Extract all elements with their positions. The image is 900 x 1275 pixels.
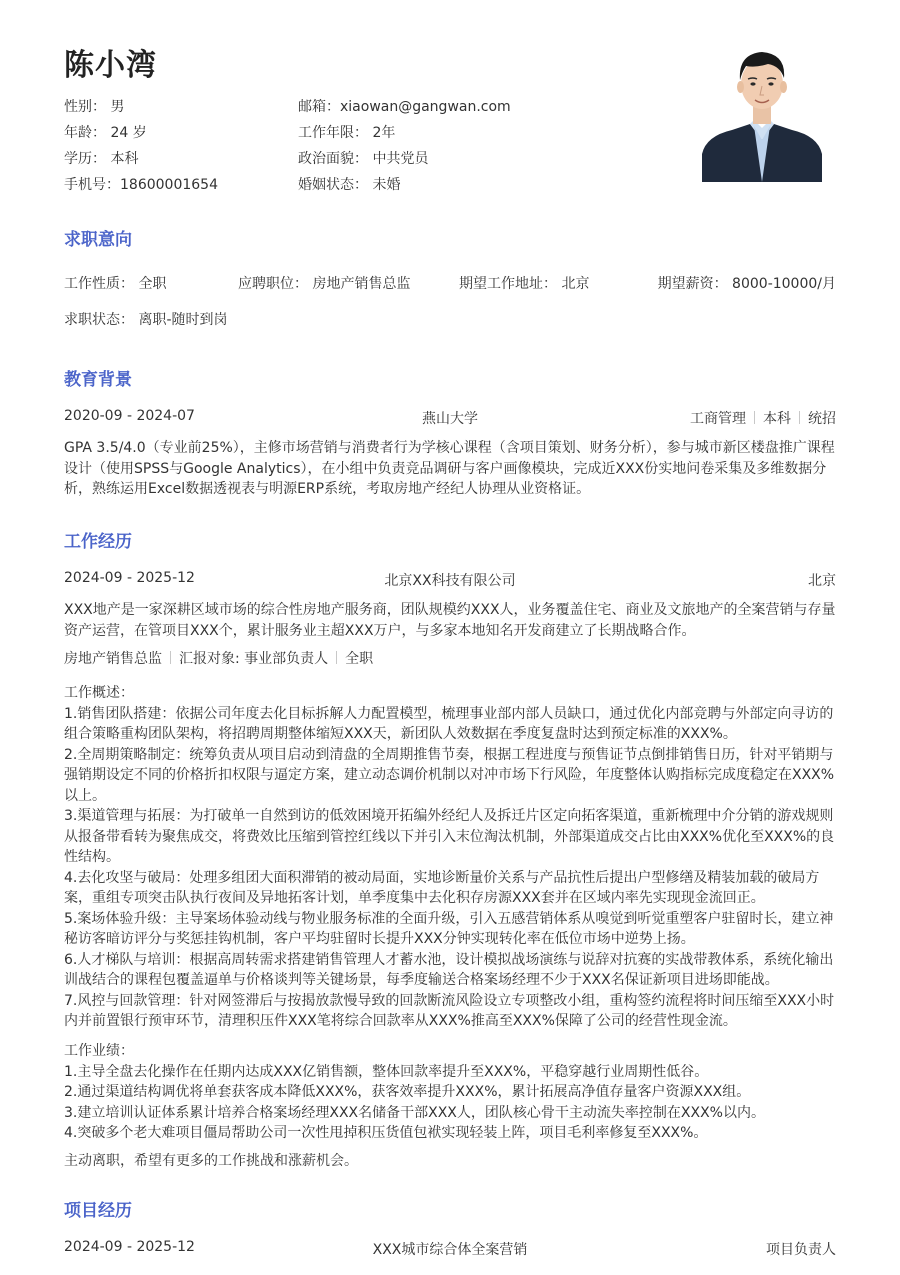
education-mode: 统招	[808, 411, 836, 427]
candidate-name: 陈小湾	[64, 48, 157, 83]
work-role: 房地产销售总监	[64, 651, 162, 667]
work-company: 北京XX科技有限公司	[384, 573, 516, 589]
achievement-item: 1.主导全盘去化操作在任期内达成XXX亿销售额，整体回款率提升至XXX%，平稳穿越行业周期性低谷。	[64, 1063, 709, 1080]
achievement-item: 2.通过渠道结构调优将单套获客成本降低XXX%，获客效率提升XXX%，累计拓展高净值存量客户资源XXX组。	[64, 1084, 751, 1100]
intent-location: 期望工作地址： 北京	[459, 276, 590, 292]
overview-item: 3.渠道管理与拓展：为打破单一自然到访的低效困境开拓编外经纪人及拆迁片区定向拓客渠道，重新梳理中介分销的游戏规则从报备带看转为聚焦成交，将费效比压缩到管控红线以下并引入末位淘汰机制，外部渠道成交占比由XXX%优化至XXX%的良性结构。	[64, 808, 835, 865]
work-date: 2024-09 - 2025-12	[64, 570, 195, 586]
email-field: 邮箱：xiaowan@gangwan.com	[298, 99, 511, 115]
overview-item: 5.案场体验升级：主导案场体验动线与物业服务标准的全面升级，引入五感营销体系从嗅觉到听觉重塑客户驻留时长，建立神秘访客暗访评分与奖惩挂钩机制，客户平均驻留时长提升XXX分钟实现转化率在低位市场中逆势上扬。	[64, 910, 834, 947]
divider	[170, 651, 171, 664]
intent-salary: 期望薪资： 8000-10000/月	[657, 276, 836, 292]
divider	[754, 411, 755, 424]
divider	[799, 411, 800, 424]
marital-field: 婚姻状态： 未婚	[298, 177, 401, 193]
work-years-field: 工作年限： 2年	[298, 125, 396, 141]
company-desc-text: XXX地产是一家深耕区域市场的综合性房地产服务商，团队规模约XXX人，业务覆盖住宅、商业及文旅地产的全案营销与存量资产运营，在管项目XXX个，累计服务业主超XXX万户，与多家本地知名开发商建立了长期战略合作。	[64, 602, 836, 639]
work-achievements	[64, 1041, 836, 1144]
intent-position: 应聘职位： 房地产销售总监	[238, 276, 411, 292]
intent-work-type: 工作性质： 全职	[64, 276, 167, 292]
profile-photo	[702, 44, 822, 182]
section-title-project: 项目经历	[64, 1201, 132, 1221]
achievement-item: 3.建立培训认证体系累计培养合格案场经理XXX名储备干部XXX人，团队核心骨干主动流失率控制在XXX%以内。	[64, 1104, 765, 1121]
education-school: 燕山大学	[422, 411, 478, 427]
education-description	[64, 438, 836, 500]
achievement-label: 工作业绩：	[64, 1043, 134, 1059]
overview-item: 2.全周期策略制定：统筹负责从项目启动到清盘的全周期推售节奏，根据工程进度与预售证节点倒排销售日历，针对平销期与强销期设定不同的价格折扣权限与逼定方案，建立动态调价机制以对冲市场下行风险，年度整体认购指标完成度稳定在XXX%以上。	[64, 746, 835, 804]
section-title-intent: 求职意向	[64, 230, 132, 250]
work-type: 全职	[345, 651, 374, 667]
work-role-line	[64, 648, 373, 668]
overview-item: 1.销售团队搭建：依据公司年度去化目标拆解人力配置模型，梳理事业部内部人员缺口，通过优化内部竞聘与外部定向寻访的组合策略重构团队架构，将招聘周期整体缩短XXX天，新团队人效数据在季度复盘时达到预定标准的XXX%。	[64, 705, 834, 742]
gender-field: 性别： 男	[64, 99, 125, 115]
education-field: 学历： 本科	[64, 151, 139, 167]
education-desc-text: GPA 3.5/4.0（专业前25%），主修市场营销与消费者行为学核心课程（含项目策划、财务分析），参与城市新区楼盘推广课程设计（使用SPSS与Google Analytics），在小组中负责竞品调研与客户画像模块，完成近XXX份实地问卷采集及多维数据分析，熟练运用Excel数据透视表与明源ERP系统，考取房地产经纪人协理从业资格证。	[64, 440, 835, 497]
age-field: 年龄： 24 岁	[64, 125, 147, 141]
overview-label: 工作概述：	[64, 685, 134, 701]
work-report: 汇报对象: 事业部负责人	[179, 651, 329, 667]
work-overview	[64, 683, 836, 1032]
education-degree: 本科	[763, 411, 791, 427]
work-city: 北京	[808, 573, 836, 589]
project-date: 2024-09 - 2025-12	[64, 1239, 195, 1255]
divider	[336, 651, 337, 664]
achievement-item: 4.突破多个老大难项目僵局帮助公司一次性甩掉积压货值包袱实现轻装上阵，项目毛利率修复至XXX%。	[64, 1125, 708, 1141]
leave-reason: 主动离职，希望有更多的工作挑战和涨薪机会。	[64, 1153, 358, 1169]
section-title-education: 教育背景	[64, 370, 132, 390]
person-portrait-icon	[702, 44, 822, 182]
political-field: 政治面貌： 中共党员	[298, 151, 429, 167]
phone-field: 手机号：18600001654	[64, 177, 218, 193]
education-date: 2020-09 - 2024-07	[64, 408, 195, 424]
project-name: XXX城市综合体全案营销	[372, 1242, 528, 1258]
intent-status: 求职状态： 离职-随时到岗	[64, 312, 228, 328]
project-role: 项目负责人	[766, 1242, 836, 1258]
overview-item: 6.人才梯队与培训：根据高周转需求搭建销售管理人才蓄水池，设计模拟战场演练与说辞对抗赛的实战带教体系，系统化输出训战结合的课程包覆盖逼单与价格谈判等关键场景，每季度输送合格案场经理不少于XXX名保证新项目进场即能战。	[64, 951, 834, 988]
overview-item: 7.风控与回款管理：针对网签滞后与按揭放款慢导致的回款断流风险设立专项整改小组，重构签约流程将时间压缩至XXX小时内并前置银行预审环节，清理积压件XXX笔将综合回款率从XXX%推高至XXX%保障了公司的经营性现金流。	[64, 992, 835, 1029]
education-meta	[690, 408, 836, 428]
education-major: 工商管理	[690, 411, 746, 427]
section-title-work: 工作经历	[64, 532, 132, 552]
overview-item: 4.去化攻坚与破局：处理多组团大面积滞销的被动局面，实地诊断量价关系与产品抗性后提出户型修缮及精装加载的破局方案，重组专项突击队执行夜间及异地拓客计划，单季度集中去化积存房源XXX套并在区域内率先实现现金流回正。	[64, 869, 820, 906]
company-description	[64, 600, 836, 641]
